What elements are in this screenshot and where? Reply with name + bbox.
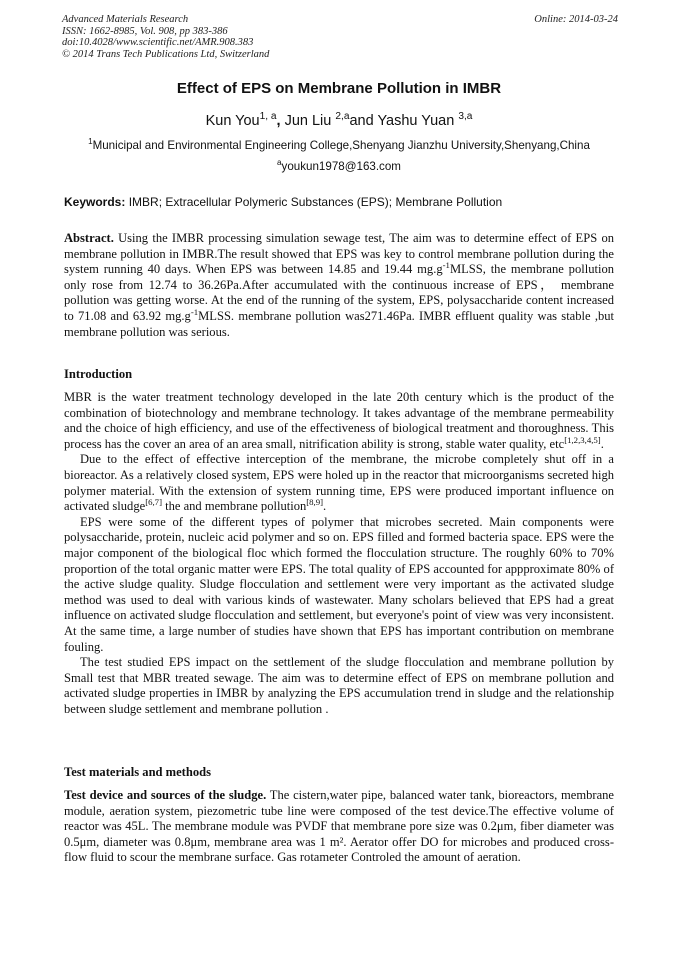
paragraph: EPS were some of the different types of polymer that microbes secreted. Main components were polysaccharide, protein, nucleic acid polymer and so on. EPS filled and formed bacteria space. EPS were the major component of the biological floc which formed the flocculation structure. The roughly 60% to 70% proportion of the total organic matter were EPS. The total quality of EPS accounted for appproximate 80% of the active sludge quality. Sludge flocculation and settlement were very important as the activated sludge method was used to deal with various kinds of wastewater. Many scholars believed that EPS had a great influence on activated sludge flocculation and settlement, but everyone's point of view was very inconsistent. At the same time, a large number of studies have shown that EPS has important contribution on membrane fouling. [64,514,614,654]
author-sup: 3,a [458,111,473,123]
author-name: Jun Liu [284,113,332,129]
journal-name: Advanced Materials Research [62,14,189,25]
abstract-label: Abstract. [64,231,114,245]
author-email [62,160,616,173]
introduction-body [64,390,614,717]
citation: [8,9] [306,496,324,507]
keywords-text: IMBR; Extracellular Polymeric Substances (EPS); Membrane Pollution [128,195,503,209]
online-date: Online: 2014-03-24 [534,14,618,25]
author-name: Kun You [205,113,260,129]
unit-sup: -1 [190,306,199,317]
affiliation [62,139,616,152]
abstract-text: MLSS, the membrane pollution only rose from 12.74 to 36.26Pa.After accumulated with the continuous increase of EPS， membrane pollution was getting worse. At the end of the running of the system, EPS, polysaccharide content increased to 71.08 and 63.92 mg.g [64,262,614,323]
journal-header [62,14,618,60]
journal-issn: ISSN: 1662-8985, Vol. 908, pp 383-386 [62,25,228,37]
citation: [1,2,3,4,5] [564,434,601,445]
methods-body [64,788,614,866]
methods-heading: Test materials and methods [64,765,211,779]
author-and: and [349,113,374,129]
author-sup: 1, a [259,111,277,123]
citation: [6,7] [145,496,162,507]
methods-subheading: Test device and sources of the sludge. [64,788,267,802]
journal-copyright: © 2014 Trans Tech Publications Ltd, Switzerland [62,48,270,60]
journal-doi: doi:10.4028/www.scientific.net/AMR.908.383 [62,37,254,48]
affiliation-text: Municipal and Environmental Engineering College,Shenyang Jianzhu University,Shenyang,China [92,139,590,152]
author-name: Yashu Yuan [377,113,455,129]
author-list [62,113,616,129]
keywords [64,195,616,209]
email-text: youkun1978@163.com [281,160,401,173]
paragraph: MBR is the water treatment technology developed in the late 20th century which is the product of the combination of biotechnology and membrane technology. It takes advantage of the membrane permeability and the choice of high efficiency, and use of the effectiveness of biological treatment and thoroughness. This process has the cover an area of an area small, nitrification ability is strong, stable water quality, etc[1,2,3,4,5]. [64,390,614,451]
paragraph: The test studied EPS impact on the settlement of the sludge flocculation and membrane pollution by Small test that MBR treated sewage. The aim was to determine effect of EPS on membrane pollution and activated sludge properties in IMBR by analyzing the EPS accumulation trend in sludge and the relationship between sludge settlement and membrane pollution . [64,655,614,716]
introduction-heading: Introduction [64,367,133,381]
abstract [64,231,614,340]
methods-text: The cistern,water pipe, balanced water tank, bioreactors, membrane module, aeration system, piezometric tube line were composed of the test device.The effective volume of reactor was 45L. The membrane module was PVDF that membrane pore size was 0.2μm, fiber diameter was 0.5μm, diameter was 0.8μm, membrane area was 1 m². Aerator offer DO for microbes and produced cross-flow fluid to scour the membrane surface. Gas rotameter Controled the amount of aeration. [64,788,614,865]
abstract-text: MLSS. membrane pollution was271.46Pa. IMBR effluent quality was stable ,but membrane pollution was serious. [64,308,615,339]
paragraph: Due to the effect of effective interception of the membrane, the microbe completely shut off in a bioreactor. As a relatively closed system, EPS were holed up in the reactor that microorganisms secreted high polymer material. With the extension of system running time, EPS were produced important influence on activated sludge[6,7] the and membrane pollution[8,9]. [64,452,614,514]
email-sup: a [277,158,282,168]
author-sup: 2,a [335,111,350,123]
author-separator: , [276,113,281,129]
unit-sup: -1 [442,260,450,271]
paper-title: Effect of EPS on Membrane Pollution in IMBR [176,80,502,97]
keywords-label: Keywords: [64,195,126,209]
abstract-text: Using the IMBR processing simulation sewage test, The aim was to determine effect of EPS on membrane pollution in IMBR.The result showed that EPS was key to control membrane pollution during the system running 40 days. When EPS was between 14.85 and 19.44 mg.g [64,231,614,277]
affiliation-sup: 1 [88,137,93,147]
